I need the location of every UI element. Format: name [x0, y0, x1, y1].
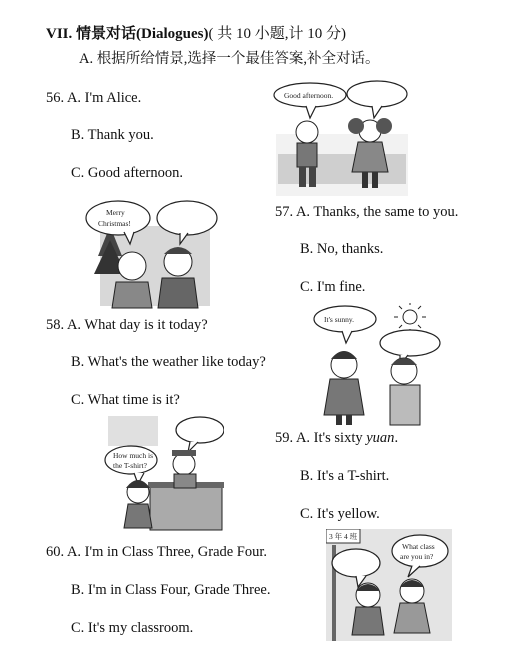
- q59-option-c: C. It's yellow.: [300, 506, 380, 522]
- sun-icon: [394, 303, 426, 333]
- illustration-q58: [312, 303, 444, 427]
- q57-option-c: C. I'm fine.: [300, 279, 366, 295]
- img57-bubble-line2: Christmas!: [98, 219, 131, 228]
- img60-bubble-line1: What class: [402, 542, 435, 551]
- q56-option-a: 56. A. I'm Alice.: [46, 90, 142, 106]
- q56-option-c: C. Good afternoon.: [71, 165, 183, 181]
- q58-number: 58.: [46, 317, 65, 333]
- illustration-q60: [326, 529, 452, 641]
- instruction: A. 根据所给情景,选择一个最佳答案,补全对话。: [79, 51, 380, 67]
- q57-number: 57.: [275, 204, 294, 220]
- q58-option-b: B. What's the weather like today?: [71, 354, 266, 370]
- img56-bubble-text: Good afternoon.: [284, 91, 334, 100]
- q56-number: 56.: [46, 90, 65, 106]
- img59-bubble-line2: the T-shirt?: [113, 461, 147, 470]
- illustration-q57: [80, 196, 220, 312]
- section-title-bold: VII. 情景对话(Dialogues): [46, 26, 209, 42]
- illustration-q56: [272, 76, 412, 198]
- q60-number: 60.: [46, 544, 65, 560]
- q59-option-a: 59. A. It's sixty yuan.: [275, 430, 399, 446]
- q59-option-b: B. It's a T-shirt.: [300, 468, 390, 484]
- section-title-rest: ( 共 10 小题,计 10 分): [208, 26, 347, 42]
- q58-option-c: C. What time is it?: [71, 392, 180, 408]
- q60-option-a: 60. A. I'm in Class Three, Grade Four.: [46, 544, 268, 560]
- q56-option-b: B. Thank you.: [71, 127, 154, 143]
- q57-option-b: B. No, thanks.: [300, 241, 384, 257]
- img60-sign: 3 年 4 班: [329, 532, 358, 541]
- section-title: [46, 22, 346, 43]
- q59-number: 59.: [275, 430, 294, 446]
- q58-option-a: 58. A. What day is it today?: [46, 317, 208, 333]
- q60-option-b: B. I'm in Class Four, Grade Three.: [71, 582, 271, 598]
- q60-option-c: C. It's my classroom.: [71, 620, 194, 636]
- illustration-q59: [104, 416, 224, 534]
- img60-bubble-line2: are you in?: [400, 552, 434, 561]
- img59-bubble-line1: How much is: [113, 451, 153, 460]
- img57-bubble-line1: Merry: [106, 208, 125, 217]
- q57-option-a: 57. A. Thanks, the same to you.: [275, 204, 459, 220]
- img58-bubble-text: It's sunny.: [324, 315, 355, 324]
